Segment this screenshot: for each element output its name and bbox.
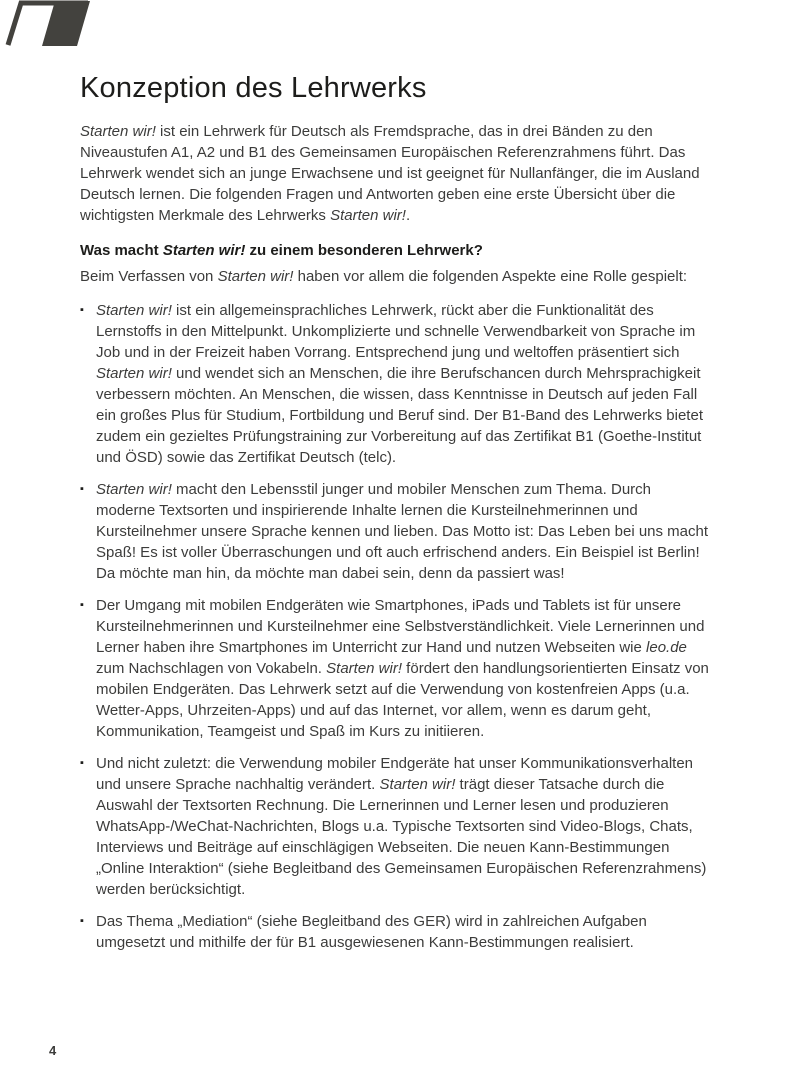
list-item-text: Und nicht zuletzt: die Verwendung mobiler Endgeräte hat unser Kommunikationsverhalten und unsere Sprache nachhaltig verändert. Starten wir! trägt dieser Tatsache durch die Auswahl der Textsorten Rechnung. Die Lernerinnen und Lerner lesen und produzieren WhatsApp-/WeChat-Nachrichten, Blogs u.a. Typische Textsorten sind Video-Blogs, Chats, Interviews und Beiträge auf einschlägigen Webseiten. Die neuen Kann-Bestimmungen „Online Interaktion“ (siehe Begleitband des Gemeinsamen Europäischen Referenzrahmens) werden berücksichtigt. [96,755,707,899]
page-number: 4 [49,1043,57,1058]
list-item [80,595,712,742]
list-item [80,300,712,468]
section-heading: Was macht Starten wir! zu einem besonderen Lehrwerk? [80,242,483,260]
bullet-icon: ▪ [80,599,84,612]
list-item [80,479,712,584]
bullet-icon: ▪ [80,304,84,317]
corner-decoration-icon [0,0,92,47]
bullet-icon: ▪ [80,483,84,496]
bullet-icon: ▪ [80,757,84,770]
bullet-icon: ▪ [80,915,84,928]
list-item [80,911,712,953]
intro-paragraph: Starten wir! ist ein Lehrwerk für Deutsch als Fremdsprache, das in drei Bänden zu den Niveaustufen A1, A2 und B1 des Gemeinsamen Europäischen Referenzrahmens führt. Das Lehrwerk wendet sich an junge Erwachsene und ist geeignet für Nullanfänger, die im Ausland Deutsch lernen. Die folgenden Fragen und Antworten geben eine erste Übersicht über die wichtigsten Merkmale des Lehrwerks Starten wir!. [80,123,700,225]
page-content [80,72,712,953]
list-item-text: Der Umgang mit mobilen Endgeräten wie Smartphones, iPads und Tablets ist für unsere Kursteilnehmerinnen und Kursteilnehmer eine Selbstverständlichkeit. Viele Lernerinnen und Lerner haben ihre Smartphones im Unterricht zur Hand und nutzen Webseiten wie leo.de zum Nachschlagen von Vokabeln. Starten wir! fördert den handlungsorientierten Einsatz von mobilen Endgeräten. Das Lehrwerk setzt auf die Verwendung von kostenfreien Apps (u.a. Wetter-Apps, Uhrzeiten-Apps) und auf das Internet, vor allem, wenn es darum geht, Kommunikation, Teamgeist und Spaß im Kurs zu initiieren. [96,597,709,741]
list-item [80,753,712,900]
page-title: Konzeption des Lehrwerks [80,72,427,104]
bullet-list [80,300,712,953]
lead-paragraph: Beim Verfassen von Starten wir! haben vor allem die folgenden Aspekte eine Rolle gespielt: [80,268,688,286]
list-item-text: Das Thema „Mediation“ (siehe Begleitband des GER) wird in zahlreichen Aufgaben umgesetzt und mithilfe der für B1 ausgewiesenen Kann-Bestimmungen realisiert. [96,913,647,952]
list-item-text: Starten wir! ist ein allgemeinsprachliches Lehrwerk, rückt aber die Funktionalität des Lernstoffs in den Mittelpunkt. Unkomplizierte und schnelle Verwendbarkeit von Sprache im Job und in der Freizeit haben Vorrang. Entsprechend jung und weltoffen präsentiert sich Starten wir! und wendet sich an Menschen, die ihre Berufschancen durch Mehrsprachigkeit verbessern möchten. An Menschen, die wissen, dass Kenntnisse in Deutsch auf jeden Fall ein großes Plus für Studium, Fortbildung und Beruf sind. Der B1-Band des Lehrwerks bietet zudem ein gezieltes Prüfungstraining zur Vorbereitung auf das Zertifikat B1 (Goethe-Institut und ÖSD) sowie das Zertifikat Deutsch (telc). [96,302,703,467]
list-item-text: Starten wir! macht den Lebensstil junger und mobiler Menschen zum Thema. Durch moderne Textsorten und inspirierende Inhalte lernen die Kursteilnehmerinnen und Kursteilnehmer unsere Sprache kennen und lieben. Das Motto ist: Das Leben bei uns macht Spaß! Es ist voller Überraschungen und oft auch erfrischend anders. Ein Beispiel ist Berlin! Da möchte man hin, da möchte man dabei sein, denn da passiert was! [96,481,709,583]
